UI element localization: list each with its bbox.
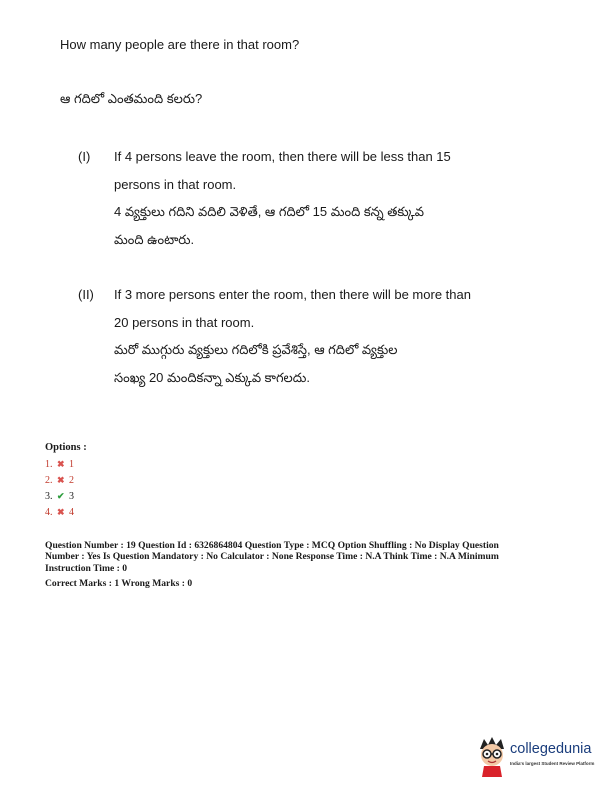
option-item[interactable] [45, 491, 74, 502]
option-value: 3 [69, 491, 75, 502]
statement-english-line: 20 persons in that room. [114, 314, 255, 330]
logo-wordmark: collegedunia [510, 741, 592, 757]
option-value: 1 [69, 459, 75, 470]
statement-english-line: If 4 persons leave the room, then there will be less than 15 [114, 149, 451, 164]
statement-telugu-line: సంఖ్య 20 మందికన్నా ఎక్కువ కాగలదు. [114, 369, 311, 385]
question-english: How many people are there in that room? [60, 37, 300, 52]
logo-tagline: India's largest Student Review Platform [510, 761, 595, 766]
question-meta [45, 540, 575, 574]
option-value: 4 [69, 507, 75, 518]
checkmark-icon: ✔ [57, 491, 65, 501]
option-number: 4. [45, 507, 53, 518]
option-item[interactable] [45, 459, 74, 470]
statement-telugu-line: 4 వ్యక్తులు గదిని వదిలి వెళితే, ఆ గదిలో 15 మంది కన్న తక్కువ [114, 204, 424, 219]
options-title: Options : [45, 442, 87, 453]
statement-english-line: persons in that room. [114, 176, 237, 192]
statement-number: (I) [78, 149, 91, 164]
marks-info: Correct Marks : 1 Wrong Marks : 0 [45, 578, 193, 589]
statement-number: (II) [78, 287, 94, 302]
meta-line: Question Number : 19 Question Id : 6326864804 Question Type : MCQ Option Shuffling : No Display Question [45, 540, 499, 551]
cross-icon: ✖ [57, 475, 65, 485]
statement-block [114, 281, 504, 391]
option-number: 1. [45, 459, 53, 470]
option-value: 2 [69, 475, 75, 486]
cross-icon: ✖ [57, 507, 65, 517]
option-item[interactable] [45, 507, 74, 518]
option-number: 3. [45, 491, 53, 502]
statement-block [114, 143, 504, 253]
meta-line: Number : Yes Is Question Mandatory : No Calculator : None Response Time : N.A Think Time : N.A Minimum [45, 551, 499, 563]
option-number: 2. [45, 475, 53, 486]
statement-telugu-line: మంది ఉంటారు. [114, 231, 195, 247]
statement-english-line: If 3 more persons enter the room, then there will be more than [114, 287, 471, 302]
option-item[interactable] [45, 475, 74, 486]
meta-line: Instruction Time : 0 [45, 562, 127, 574]
question-telugu: ఆ గదిలో ఎంతమంది కలరు? [60, 91, 203, 106]
statement-telugu-line: మరో ముగ్గురు వ్యక్తులు గదిలోకి ప్రవేశిస్తే, ఆ గదిలో వ్యక్తుల [114, 342, 398, 357]
mascot-icon [476, 735, 508, 777]
cross-icon: ✖ [57, 459, 65, 469]
